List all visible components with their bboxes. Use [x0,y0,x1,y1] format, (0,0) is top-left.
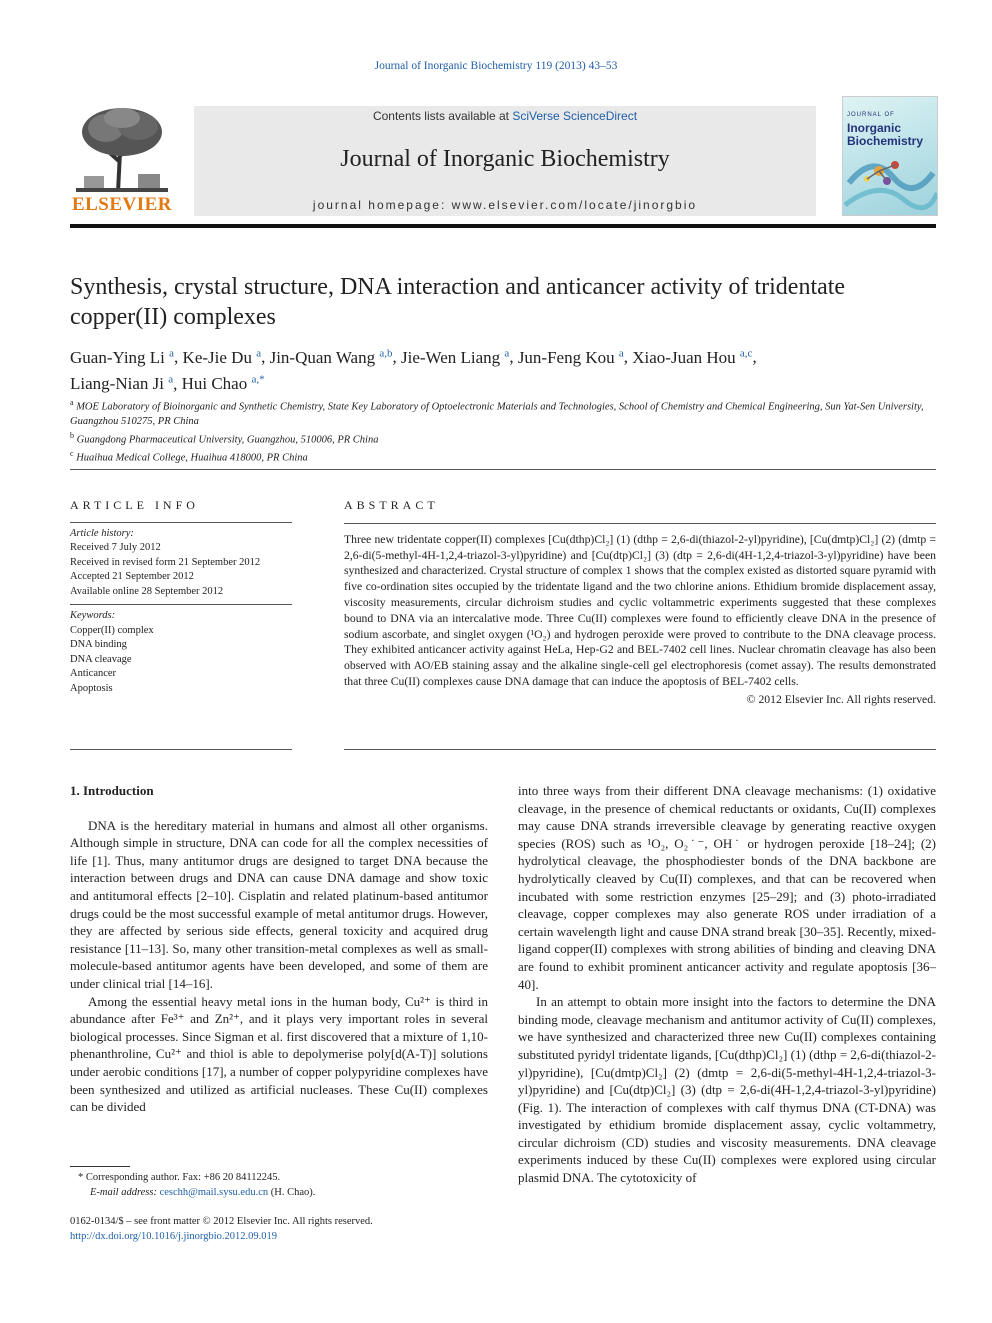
body-paragraph: into three ways from their different DNA cleavage mechanisms: (1) oxidative cleavage, in the presence of chemical reductants or oxidants, Cu(II) complexes may cause DNA strands irreversible cleavage by generating reactive oxygen species (ROS) such as ¹O₂, O₂˙⁻, OH˙ or hydrogen peroxide [18–24]; (2) hydrolytical cleavage, the phosphodiester bonds of the DNA backbone are hydrolytically cleaved by Cu(II) complexes, and that can be recovered when incubated with some restriction enzymes [25–29]; and (3) photo-irradiated cleavage, copper complexes may also generate ROS under irradiation of a certain wavelength light and cause DNA strand break [30–35]. Recently, mixed-ligand copper(II) complexes with strong abilities of binding and cleaving DNA are found to exhibit prominent anticancer activity and regulate apoptosis [36–40]. [518,783,936,992]
affiliation-item: $^b$ Guangdong Pharmaceutical University, Guangzhou, 510006, PR China [70,430,379,445]
history-label: Article history: [70,527,134,539]
affiliation-item: $^a$ MOE Laboratory of Bioinorganic and Synthetic Chemistry, State Key Laboratory of Optoelectronic Materials and Technologies, School of Chemistry and Chemical Engineering, Sun Yat-Sen University, Guangzhou 510275, PR China [70,398,924,427]
journal-citation[interactable]: Journal of Inorganic Biochemistry 119 (2013) 43–53 [374,60,618,72]
author[interactable]: Xiao-Juan Hou $^{a,c}$ [632,347,753,367]
keywords-rule [70,604,292,605]
journal-homepage [194,198,816,212]
header-rule [70,224,936,228]
author-list: Guan-Ying Li $^a$, Ke-Jie Du $^a$, Jin-Quan Wang $^{a,b}$, Jie-Wen Liang $^a$, Jun-Feng Kou $^a$, Xiao-Juan Hou $^{a,c}$, Liang-Nian Ji $^a$, Hui Chao $^{a,*}$ [70,347,757,394]
homepage-url[interactable]: www.elsevier.com/locate/jinorgbio [451,198,698,212]
article-info-heading: ARTICLE INFO [70,498,199,512]
history-item: Received in revised form 21 September 2012 [70,556,261,568]
author[interactable]: Jin-Quan Wang $^{a,b}$ [269,347,393,367]
doi-link[interactable]: http://dx.doi.org/10.1016/j.jinorgbio.2012.09.019 [70,1231,277,1242]
copyright: © 2012 Elsevier Inc. All rights reserved. [746,692,936,706]
info-bottom-rule [70,749,292,750]
author[interactable]: Jie-Wen Liang $^a$ [400,347,510,367]
footnote-rule [70,1166,130,1167]
sciverse-link[interactable]: SciVerse ScienceDirect [512,109,638,123]
cover-title: JOURNAL OF Inorganic Biochemistry [847,112,924,148]
author-corresponding[interactable]: Hui Chao $^{a,*}$ [181,373,265,394]
journal-banner [194,106,816,216]
journal-cover-image[interactable] [842,96,938,216]
abstract-heading: ABSTRACT [344,498,439,512]
body-paragraph: In an attempt to obtain more insight into the factors to determine the DNA binding mode, cleavage mechanism and antitumor activity of Cu(II) complexes, we have synthesized and characterized three new Cu(II) complexes containing substituted pyridyl tridentate ligands, [Cu(dthp)Cl₂] (1) (dthp = 2,6-di(thiazol-2-yl)pyridine), [Cu(dmtp)Cl₂] (2) (dmtp = 2,6-di(5-methyl-4H-1,2,4-triazol-3-yl)pyridine) and [Cu(dtp)Cl₂] (3) (dtp = 2,6-di(4H-1,2,4-triazol-3-yl)pyridine) (Fig. 1). The interaction of complexes with calf thymus DNA (CT-DNA) was investigated by ethidium bromide displacement assay, cyclic voltammetry, circular dichroism (CD) studies and viscosity measurements. DNA cleavage experiments induced by these Cu(II) complexes were explored using circular plasmid DNA. The cytotoxicity of [518,994,936,1186]
corresponding-author-note: * Corresponding author. Fax: +86 20 84112245. [78,1172,281,1183]
elsevier-tree-icon [76,106,168,192]
issn-line: 0162-0134/$ – see front matter © 2012 Elsevier Inc. All rights reserved. [70,1216,373,1227]
email-link[interactable]: ceschh@mail.sysu.edu.cn [159,1187,269,1198]
masthead [70,96,936,226]
right-column [518,782,936,1187]
affiliation-item: $^c$ Huaihua Medical College, Huaihua 418000, PR China [70,449,308,464]
author[interactable]: Jun-Feng Kou $^a$ [517,347,624,367]
contents-prefix: Contents lists available at [372,109,513,123]
cover-molecule-icon [843,143,937,215]
keyword: Apoptosis [70,682,113,694]
left-column [70,782,488,1116]
elsevier-wordmark: ELSEVIER [71,194,173,215]
author[interactable]: Ke-Jie Du $^a$ [182,347,262,367]
abstract-text: Three new tridentate copper(II) complexes [Cu(dthp)Cl₂] (1) (dthp = 2,6-di(thiazol-2-yl)pyridine), [Cu(dmtp)Cl₂] (2) (dmtp = 2,6-di(5-methyl-4H-1,2,4-triazol-3-yl)pyridine) and [Cu(dtp)Cl₂] (3) (dtp = 2,6-di(4H-1,2,4-triazol-3-yl)pyridine) have been synthesized and characterized. Crystal structure of complex 1 shows that the complex existed as distorted square pyramid with five co-ordination sites occupied by the tridentate ligand and the two chlorine anions. Ethidium bromide displacement assay, viscosity measurements, circular dichroism studies and cyclic voltammetric experiments suggested that these complexes bound to DNA via an intercalative mode. Three Cu(II) complexes were found to efficiently cleave DNA in the presence of sodium ascorbate, and singlet oxygen (¹O₂) and hydrogen peroxide were proved to contribute to the DNA cleavage process. They exhibited anticancer activity against HeLa, Hep-G2 and BEL-7402 cell lines. Nuclear chromatin cleavage has also been observed with AO/EB staining assay and the alkaline single-cell gel electrophoresis (comet assay). The results demonstrated that three Cu(II) complexes cause DNA damage that can induce the apoptosis of BEL-7402 cells. [344,532,936,688]
abstract [344,498,936,708]
footnote [70,1170,488,1200]
keyword: Copper(II) complex [70,624,154,636]
front-matter [70,1214,488,1244]
homepage-prefix: journal homepage: [312,198,452,212]
affiliation-rule [70,469,936,470]
article-title: Synthesis, crystal structure, DNA interaction and anticancer activity of tridentate copper(II) complexes [70,274,846,330]
history-item: Accepted 21 September 2012 [70,571,194,582]
section-heading-introduction: 1. Introduction [70,783,154,798]
contents-line [194,106,816,123]
author[interactable]: Liang-Nian Ji $^a$ [70,373,174,394]
history-item: Available online 28 September 2012 [70,585,224,597]
journal-name: Journal of Inorganic Biochemistry [340,146,670,172]
abstract-rule [344,523,936,524]
article-info-rule [70,522,292,523]
keywords-label: Keywords: [70,610,116,621]
keyword: DNA cleavage [70,653,132,665]
abstract-bottom-rule [344,749,936,750]
body-paragraph: DNA is the hereditary material in humans and almost all other organisms. Although simple in structure, DNA can code for all the complex necessities of life [1]. Thus, many antitumor drugs are designed to target DNA because the interaction between drugs and DNA can cause DNA damage and show toxic and antitumoral effects [2–10]. Cisplatin and related platinum-based antitumor drugs could be the most successful example of metal antitumor drugs. However, they are affected by serious side effects, general toxicity and acquired drug resistance [11–13]. So, many other transition-metal complexes as well as small-molecule-based antitumor agents have been developed, and some of them are under clinical trial [14–16]. [70,817,488,991]
body-paragraph: Among the essential heavy metal ions in the human body, Cu²⁺ is third in abundance after Fe³⁺ and Zn²⁺, and it plays very important roles in several biological processes. Since Sigman et al. first discovered that a mixture of 1,10-phenanthroline, Cu²⁺ and thiol is able to depolymerise poly[d(A-T)] solutions under aerobic conditions [17], a number of copper polypyridine complexes have been synthesized and utilized as artificial nucleases. These Cu(II) complexes can be divided [70,993,488,1115]
article-info [70,498,292,696]
author[interactable]: Guan-Ying Li $^a$ [70,347,175,367]
email-line: E-mail address: ceschh@mail.sysu.edu.cn (H. Chao). [90,1187,316,1198]
history-item: Received 7 July 2012 [70,542,161,553]
keyword: DNA binding [70,639,127,650]
affiliations [70,396,936,466]
keyword: Anticancer [70,668,117,679]
elsevier-logo[interactable] [70,106,174,218]
